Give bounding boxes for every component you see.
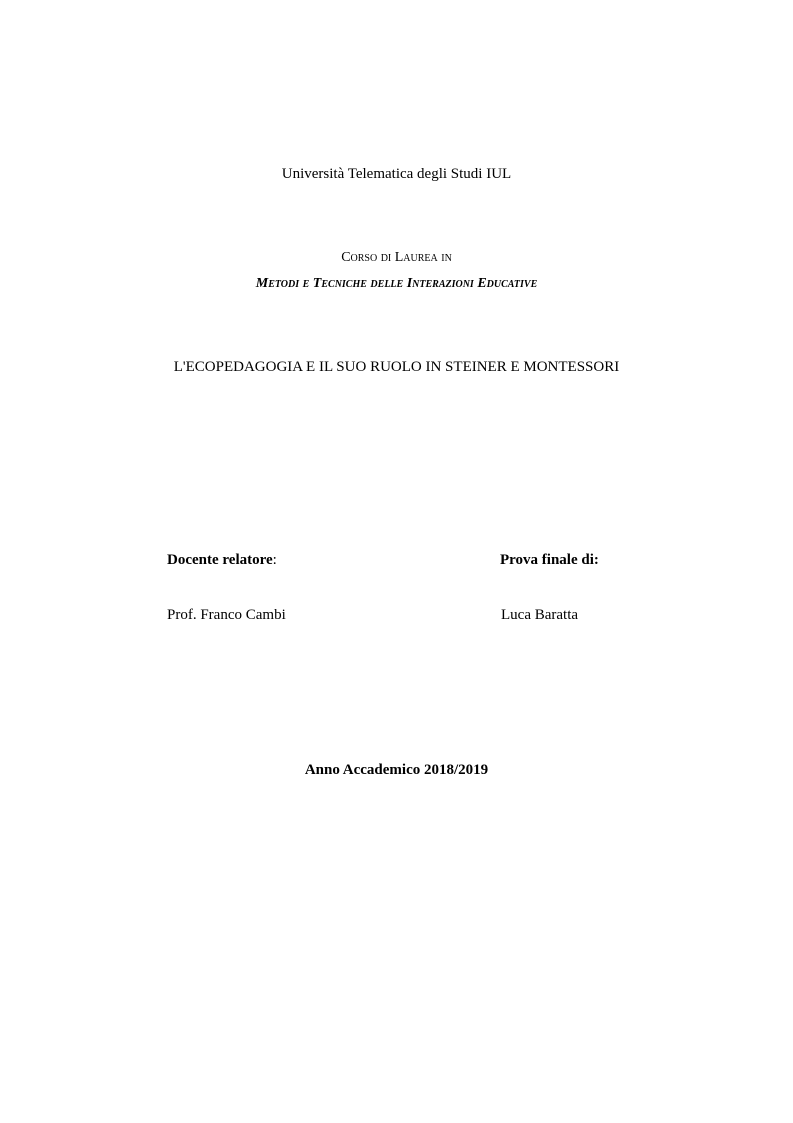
supervisor-name: Prof. Franco Cambi [167, 607, 286, 623]
supervisor-label-text: Docente relatore [167, 552, 273, 568]
course-label: Corso di Laurea in [341, 250, 452, 265]
course-name: Metodi e Tecniche delle Interazioni Educative [255, 276, 538, 291]
candidate-label: Prova finale di: [500, 552, 599, 568]
supervisor-label-colon: : [272, 552, 277, 568]
thesis-title: L'ECOPEDAGOGIA E IL SUO RUOLO IN STEINER E MONTESSORI [173, 359, 620, 375]
academic-year: Anno Accademico 2018/2019 [304, 762, 489, 778]
candidate-name: Luca Baratta [501, 607, 579, 623]
university-name: Università Telematica degli Studi IUL [281, 166, 512, 182]
supervisor-label [167, 552, 277, 569]
